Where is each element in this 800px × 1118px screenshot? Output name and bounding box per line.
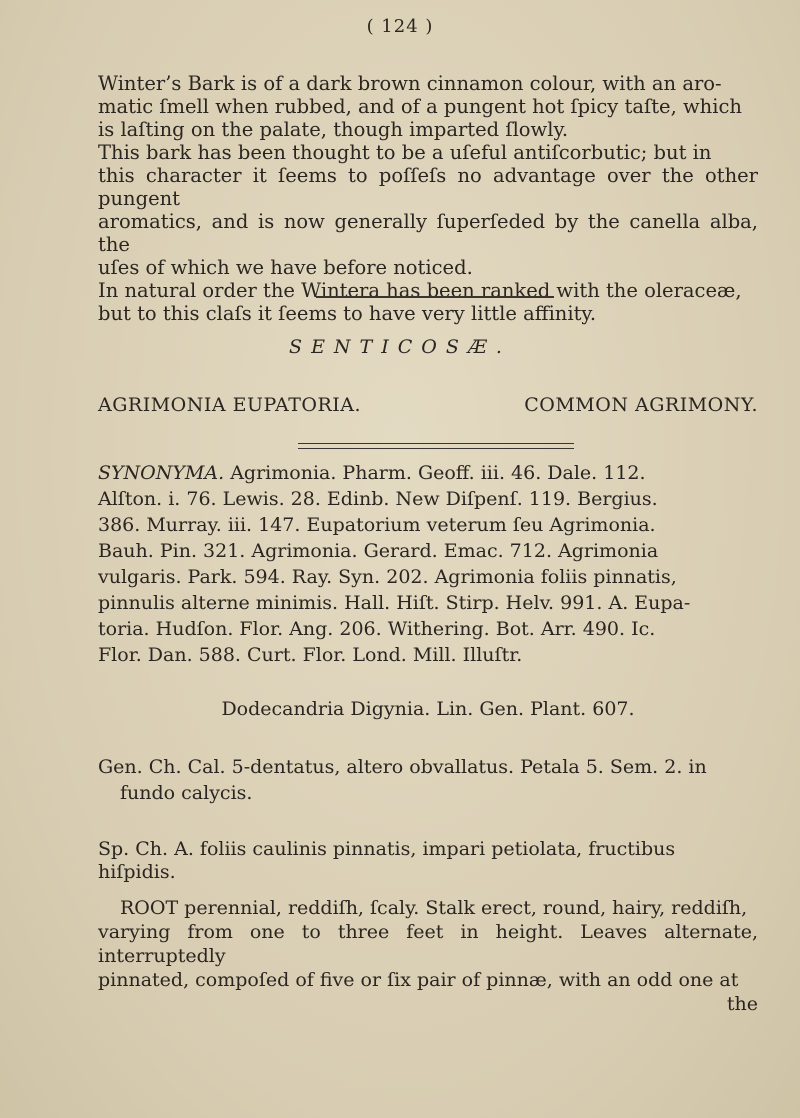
synonyma-line: pinnulis alterne minimis. Hall. Hiſt. Stirp. Helv. 991. A. Eupa- bbox=[98, 592, 691, 614]
specific-character: Sp. Ch. A. foliis caulinis pinnatis, impari petiolata, fructibus hiſpidis. bbox=[98, 838, 676, 883]
text-line: Winter’s Bark is of a dark brown cinnamon colour, with an aro- bbox=[98, 72, 722, 95]
root-line: varying from one to three feet in height. Leaves alternate, interruptedly bbox=[98, 921, 758, 967]
synonyma-line: toria. Hudſon. Flor. Ang. 206. Withering. Bot. Arr. 490. Ic. bbox=[98, 618, 656, 640]
generic-character bbox=[98, 754, 758, 806]
classification: Dodecandria Digynia. Lin. Gen. Plant. 607. bbox=[221, 698, 635, 720]
section-divider bbox=[316, 296, 554, 298]
text-line: uſes of which we have before noticed. bbox=[98, 256, 473, 279]
synonyma-line: 386. Murray. iii. 147. Eupatorium veterum ſeu Agrimonia. bbox=[98, 514, 656, 536]
common-name: COMMON AGRIMONY. bbox=[524, 394, 758, 416]
gen-ch-line: fundo calycis. bbox=[120, 782, 253, 804]
section-heading: SENTICOSÆ. bbox=[289, 336, 511, 358]
synonyma-block bbox=[98, 460, 758, 668]
text-line: is laſting on the palate, though imparted ſlowly. bbox=[98, 118, 569, 141]
text-line: but to this claſs it ſeems to have very little affinity. bbox=[98, 302, 597, 325]
synonyma-line: vulgaris. Park. 594. Ray. Syn. 202. Agrimonia foliis pinnatis, bbox=[98, 566, 677, 588]
text-line: aromatics, and is now generally ſuperſeded by the canella alba, the bbox=[98, 210, 758, 256]
root-description bbox=[98, 896, 758, 1016]
text-line: this character it ſeems to poſſeſs no advantage over the other pungent bbox=[98, 164, 758, 210]
text-line: This bark has been thought to be a uſeful antiſcorbutic; but in bbox=[98, 141, 712, 164]
page-number: ( 124 ) bbox=[366, 16, 434, 37]
synonyma-line: SYNONYMA. Agrimonia. Pharm. Geoff. iii. 46. Dale. 112. bbox=[98, 462, 646, 484]
text-line: In natural order the Wintera has been ranked with the oleraceæ, bbox=[98, 279, 742, 302]
synonyma-label: SYNONYMA. bbox=[98, 462, 225, 484]
root-line: the bbox=[726, 993, 758, 1015]
intro-paragraph bbox=[98, 72, 758, 325]
synonyma-line: Alſton. i. 76. Lewis. 28. Edinb. New Diſpenſ. 119. Bergius. bbox=[98, 488, 658, 510]
latin-name: AGRIMONIA EUPATORIA. bbox=[98, 394, 362, 416]
root-line: ROOT perennial, reddiſh, ſcaly. Stalk erect, round, hairy, reddiſh, bbox=[120, 897, 748, 919]
title-rule-top bbox=[298, 443, 574, 444]
text-line: matic ſmell when rubbed, and of a pungent hot ſpicy taſte, which bbox=[98, 95, 742, 118]
title-rule-bottom bbox=[298, 448, 574, 449]
synonyma-line: Bauh. Pin. 321. Agrimonia. Gerard. Emac. 712. Agrimonia bbox=[98, 540, 659, 562]
root-line: pinnated, compoſed of five or ſix pair of pinnæ, with an odd one at bbox=[98, 969, 739, 991]
gen-ch-line: Gen. Ch. Cal. 5-dentatus, altero obvallatus. Petala 5. Sem. 2. in bbox=[98, 756, 707, 778]
entry-title-row bbox=[98, 394, 758, 416]
synonyma-line: Flor. Dan. 588. Curt. Flor. Lond. Mill. Illuſtr. bbox=[98, 644, 523, 666]
